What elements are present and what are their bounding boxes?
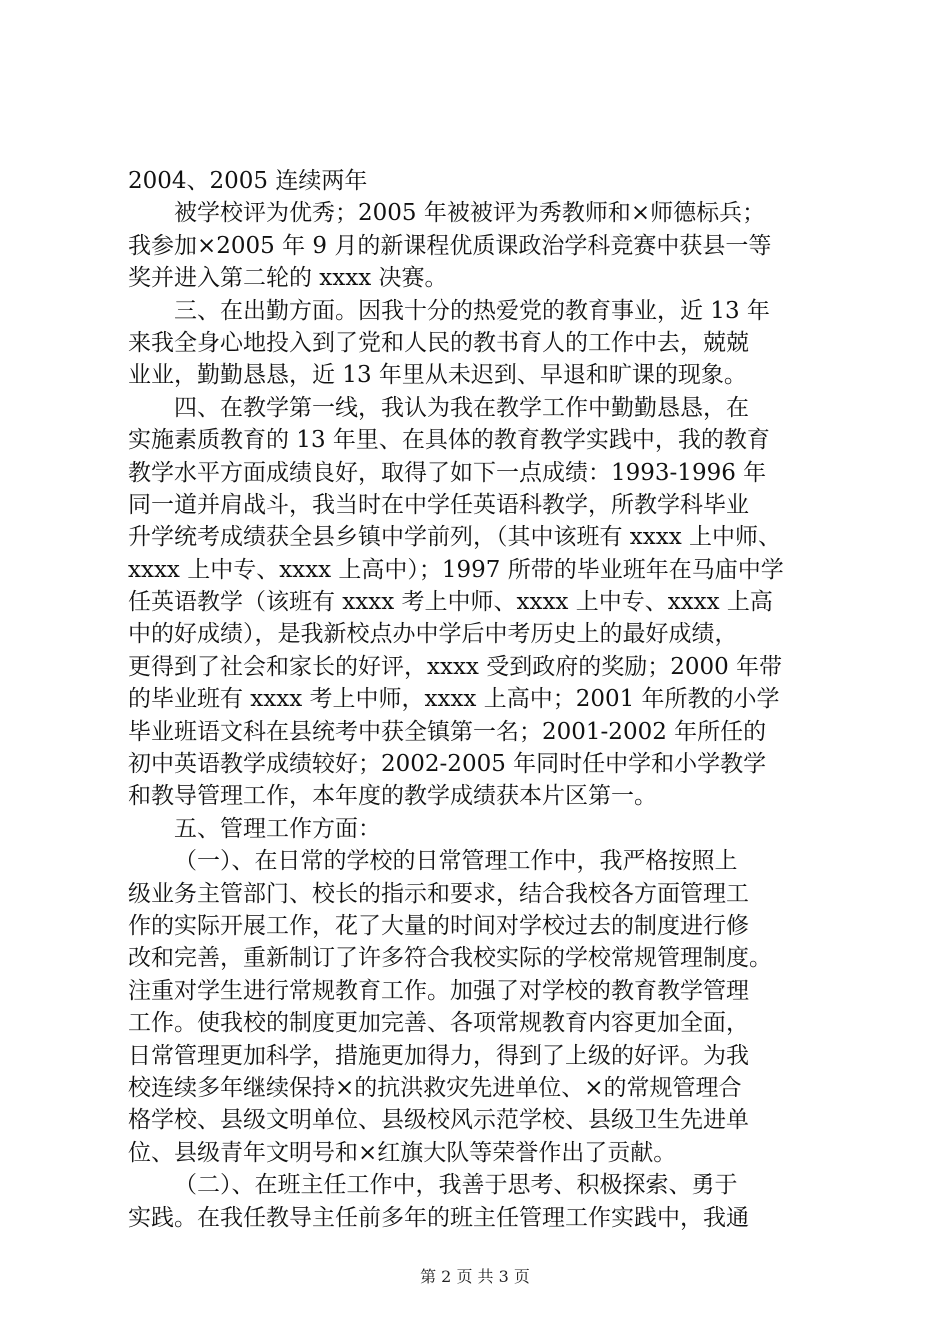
text-line: 格学校、县级文明单位、县级校风示范学校、县级卫生先进单 [128, 1107, 749, 1134]
text-line: 位、县级青年文明号和×红旗大队等荣誉作出了贡献。 [128, 1139, 677, 1166]
text-line: 毕业班语文科在县统考中获全镇第一名；2001-2002 年所任的 [128, 718, 767, 745]
text-line: 我参加×2005 年 9 月的新课程优质课政治学科竞赛中获县一等 [128, 232, 772, 259]
text-line: 级业务主管部门、校长的指示和要求，结合我校各方面管理工 [128, 880, 749, 907]
text-line: 中的好成绩），是我新校点办中学后中考历史上的最好成绩， [128, 621, 738, 648]
page-footer: 第 2 页 共 3 页 [420, 1267, 530, 1286]
text-line: 三、在出勤方面。因我十分的热爱党的教育事业，近 13 年 [174, 297, 770, 324]
text-line: 校连续多年继续保持×的抗洪救灾先进单位、×的常规管理合 [128, 1074, 742, 1101]
text-line: 同一道并肩战斗，我当时在中学任英语科教学，所教学科毕业 [128, 491, 749, 518]
text-line: 注重对学生进行常规教育工作。加强了对学校的教育教学管理 [128, 977, 749, 1004]
text-line: 工作。使我校的制度更加完善、各项常规教育内容更加全面， [128, 1010, 749, 1037]
text-line: xxxx 上中专、xxxx 上高中）；1997 所带的毕业班年在马庙中学 [128, 556, 784, 583]
document-body [128, 165, 838, 1234]
text-line: 任英语教学（该班有 xxxx 考上中师、xxxx 上中专、xxxx 上高 [128, 589, 773, 616]
text-line: 初中英语教学成绩较好；2002-2005 年同时任中学和小学教学 [128, 751, 767, 778]
text-line: 日常管理更加科学，措施更加得力，得到了上级的好评。为我 [128, 1042, 749, 1069]
text-line: （二）、在班主任工作中，我善于思考、积极探索、勇于 [174, 1172, 738, 1199]
text-line: 改和完善，重新制订了许多符合我校实际的学校常规管理制度。 [128, 945, 772, 972]
text-line: 实施素质教育的 13 年里、在具体的教育教学实践中，我的教育 [128, 427, 770, 454]
text-line: 被学校评为优秀；2005 年被被评为秀教师和×师德标兵； [174, 200, 766, 227]
text-line: 2004、2005 连续两年 [128, 168, 368, 194]
text-line: 业业，勤勤恳恳，近 13 年里从未迟到、早退和旷课的现象。 [128, 362, 747, 389]
text-line: 作的实际开展工作，花了大量的时间对学校过去的制度进行修 [128, 912, 749, 939]
text-line: 更得到了社会和家长的好评，xxxx 受到政府的奖励；2000 年带 [128, 653, 783, 680]
text-line: 五、管理工作方面： [174, 815, 381, 842]
text-line: 和教导管理工作，本年度的教学成绩获本片区第一。 [128, 783, 657, 810]
text-line: 四、在教学第一线，我认为我在教学工作中勤勤恳恳，在 [174, 394, 749, 421]
text-line: 奖并进入第二轮的 xxxx 决赛。 [128, 265, 448, 292]
text-line: 升学统考成绩获全县乡镇中学前列，（其中该班有 xxxx 上中师、 [128, 524, 782, 551]
text-line: 实践。在我任教导主任前多年的班主任管理工作实践中，我通 [128, 1204, 749, 1231]
text-line: 教学水平方面成绩良好，取得了如下一点成绩：1993-1996 年 [128, 459, 767, 486]
text-line: 的毕业班有 xxxx 考上中师，xxxx 上高中；2001 年所教的小学 [128, 686, 780, 713]
text-line: （一）、在日常的学校的日常管理工作中，我严格按照上 [174, 848, 738, 875]
text-line: 来我全身心地投入到了党和人民的教书育人的工作中去，兢兢 [128, 329, 749, 356]
